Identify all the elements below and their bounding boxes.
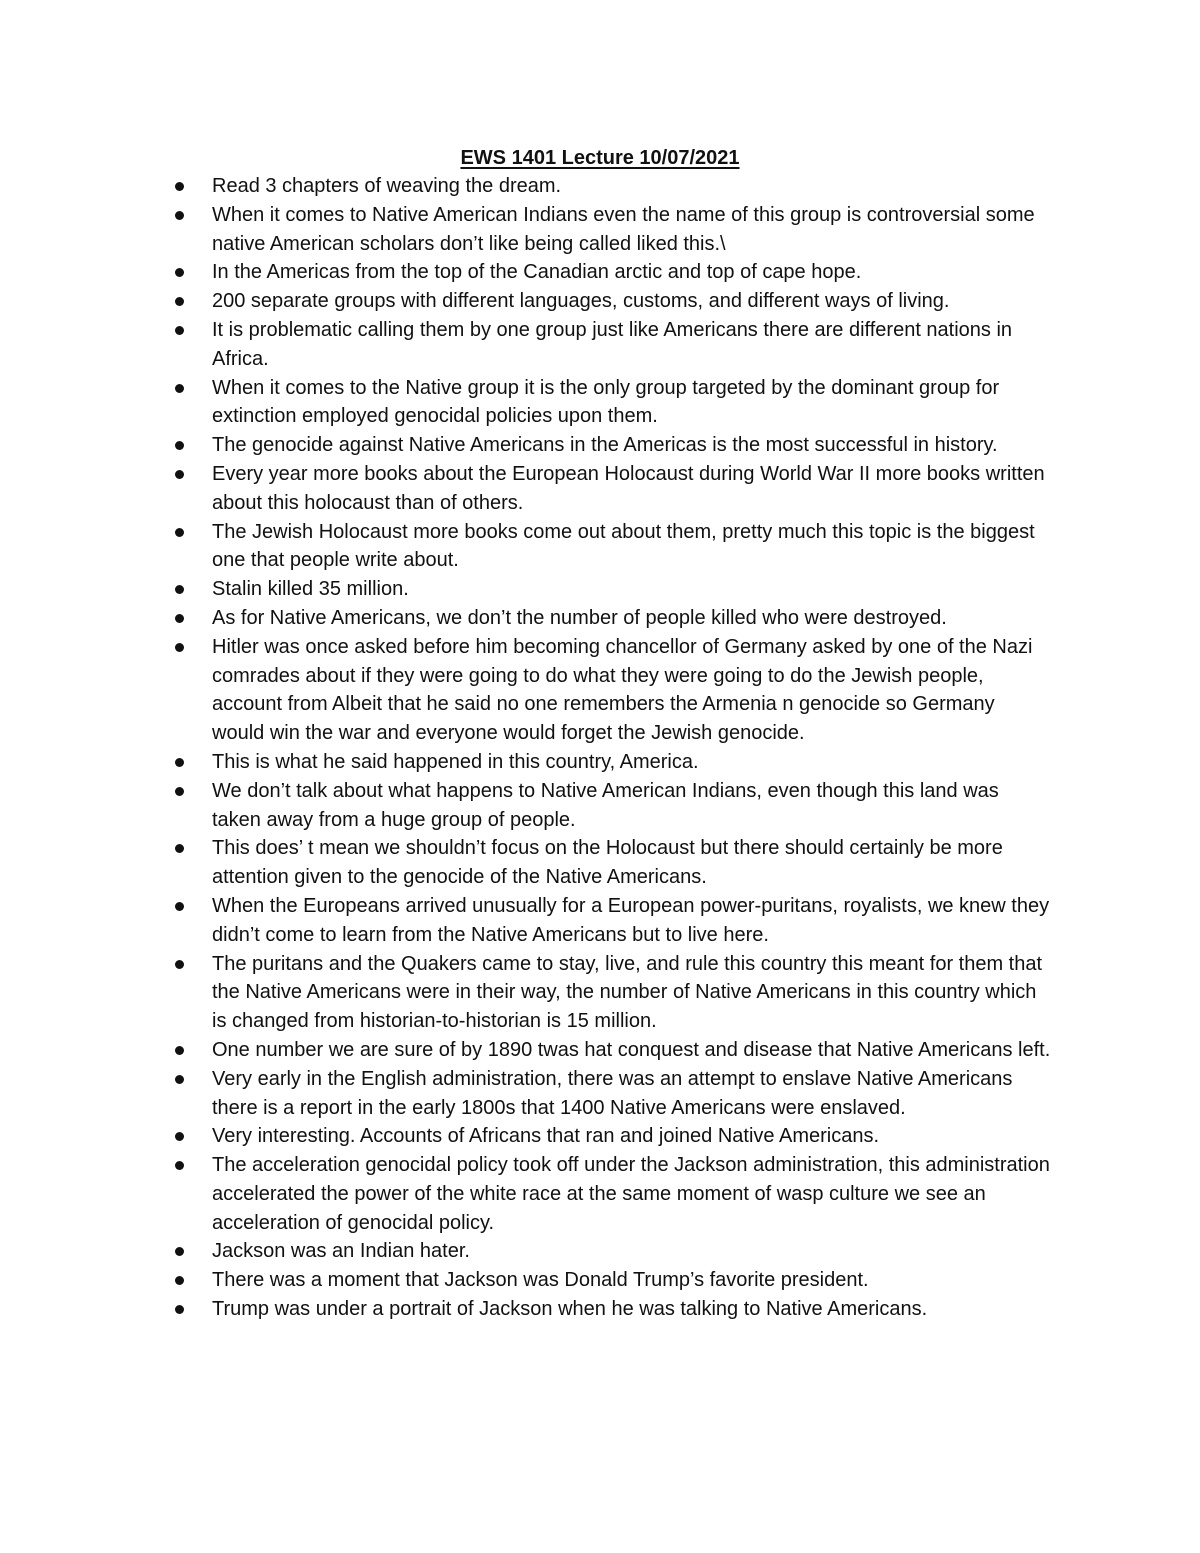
bullet-icon — [175, 1075, 184, 1084]
list-item — [0, 1266, 1052, 1295]
list-item — [0, 201, 1052, 259]
bullet-icon — [175, 643, 184, 652]
list-item-text: Read 3 chapters of weaving the dream. — [212, 175, 562, 197]
list-item — [0, 633, 1052, 748]
list-item — [0, 1065, 1052, 1123]
list-item-text: Hitler was once asked before him becoming chancellor of Germany asked by one of the Nazi comrades about if they were going to do what they were going to do the Jewish people, account from Albeit that he said no one remembers the Armenia n genocide so Germany would win the war and everyone would forget the Jewish genocide. — [212, 635, 1033, 745]
list-item — [0, 172, 1052, 201]
list-item-text: Very interesting. Accounts of Africans that ran and joined Native Americans. — [212, 1125, 880, 1148]
list-item — [0, 431, 1052, 460]
bullet-icon — [175, 211, 184, 220]
list-item-text: Jackson was an Indian hater. — [212, 1240, 470, 1263]
list-item-text: We don’t talk about what happens to Native American Indians, even though this land was taken away from a huge group of people. — [212, 779, 999, 831]
list-item — [0, 748, 1052, 777]
list-item — [0, 1036, 1052, 1065]
list-item-text: There was a moment that Jackson was Donald Trump’s favorite president. — [212, 1269, 869, 1292]
bullet-icon — [175, 1132, 184, 1141]
list-item — [0, 1295, 1052, 1324]
list-item — [0, 777, 1052, 835]
list-item-text: The acceleration genocidal policy took off under the Jackson administration, this administration accelerated the power of the white race at the same moment of wasp culture we see an acceleration of genocidal policy. — [212, 1154, 1050, 1234]
list-item-text: One number we are sure of by 1890 twas hat conquest and disease that Native Americans left. — [212, 1038, 1051, 1061]
lecture-notes-list — [0, 172, 1200, 1324]
list-item — [0, 892, 1052, 950]
list-item — [0, 1151, 1052, 1237]
list-item — [0, 374, 1052, 432]
bullet-icon — [175, 297, 184, 306]
list-item — [0, 258, 1052, 287]
list-item — [0, 604, 1052, 633]
bullet-icon — [175, 1046, 184, 1055]
bullet-icon — [175, 441, 184, 450]
bullet-icon — [175, 960, 184, 969]
list-item-text: This is what he said happened in this country, America. — [212, 750, 699, 773]
page-title-text: EWS 1401 Lecture 10/07/2021 — [460, 147, 740, 169]
list-item-text: Very early in the English administration, there was an attempt to enslave Native Americans there is a report in the early 1800s that 1400 Native Americans were enslaved. — [212, 1067, 1013, 1119]
list-item-text: The Jewish Holocaust more books come out about them, pretty much this topic is the biggest one that people write about. — [212, 520, 1035, 572]
bullet-icon — [175, 528, 184, 537]
list-item-text: The genocide against Native Americans in the Americas is the most successful in history. — [212, 434, 998, 457]
list-item-text: When it comes to Native American Indians even the name of this group is controversial some native American scholars don’t like being called liked this.\ — [212, 203, 1035, 255]
list-item — [0, 950, 1052, 1036]
bullet-icon — [175, 787, 184, 796]
list-item-text: 200 separate groups with different languages, customs, and different ways of living. — [212, 290, 950, 313]
list-item — [0, 1122, 1052, 1151]
list-item-text: The puritans and the Quakers came to stay, live, and rule this country this meant for them that the Native Americans were in their way, the number of Native Americans in this country which is changed from historian-to-historian is 15 million. — [212, 952, 1043, 1033]
list-item — [0, 287, 1052, 316]
bullet-icon — [175, 1305, 184, 1314]
list-item — [0, 575, 1052, 604]
bullet-icon — [175, 614, 184, 623]
list-item-text: When it comes to the Native group it is the only group targeted by the dominant group for extinction employed genocidal policies upon them. — [212, 376, 1000, 428]
bullet-icon — [175, 585, 184, 594]
list-item-text: Stalin killed 35 million. — [212, 578, 409, 601]
bullet-icon — [175, 844, 184, 853]
list-item-text: Trump was under a portrait of Jackson when he was talking to Native Americans. — [212, 1298, 928, 1321]
bullet-icon — [175, 384, 184, 393]
list-item — [0, 518, 1052, 576]
bullet-icon — [175, 1276, 184, 1285]
list-item-text: Every year more books about the European Holocaust during World War II more books written about this holocaust than of others. — [212, 462, 1045, 514]
list-item — [0, 460, 1052, 518]
list-item — [0, 316, 1052, 374]
bullet-icon — [175, 268, 184, 277]
bullet-icon — [175, 1247, 184, 1256]
list-item-text: This does’ t mean we shouldn’t focus on the Holocaust but there should certainly be more attention given to the genocide of the Native Americans. — [212, 837, 1003, 889]
bullet-icon — [175, 182, 184, 191]
list-item-text: In the Americas from the top of the Canadian arctic and top of cape hope. — [212, 261, 862, 284]
bullet-icon — [175, 902, 184, 911]
bullet-icon — [175, 470, 184, 479]
bullet-icon — [175, 1161, 184, 1170]
bullet-icon — [175, 758, 184, 767]
page-title — [0, 144, 1200, 172]
list-item-text: When the Europeans arrived unusually for a European power-puritans, royalists, we knew they didn’t come to learn from the Native Americans but to live here. — [212, 894, 1050, 946]
list-item — [0, 834, 1052, 892]
list-item-text: It is problematic calling them by one group just like Americans there are different nations in Africa. — [212, 318, 1013, 370]
list-item — [0, 1237, 1052, 1266]
bullet-icon — [175, 326, 184, 335]
list-item-text: As for Native Americans, we don’t the number of people killed who were destroyed. — [212, 606, 947, 629]
